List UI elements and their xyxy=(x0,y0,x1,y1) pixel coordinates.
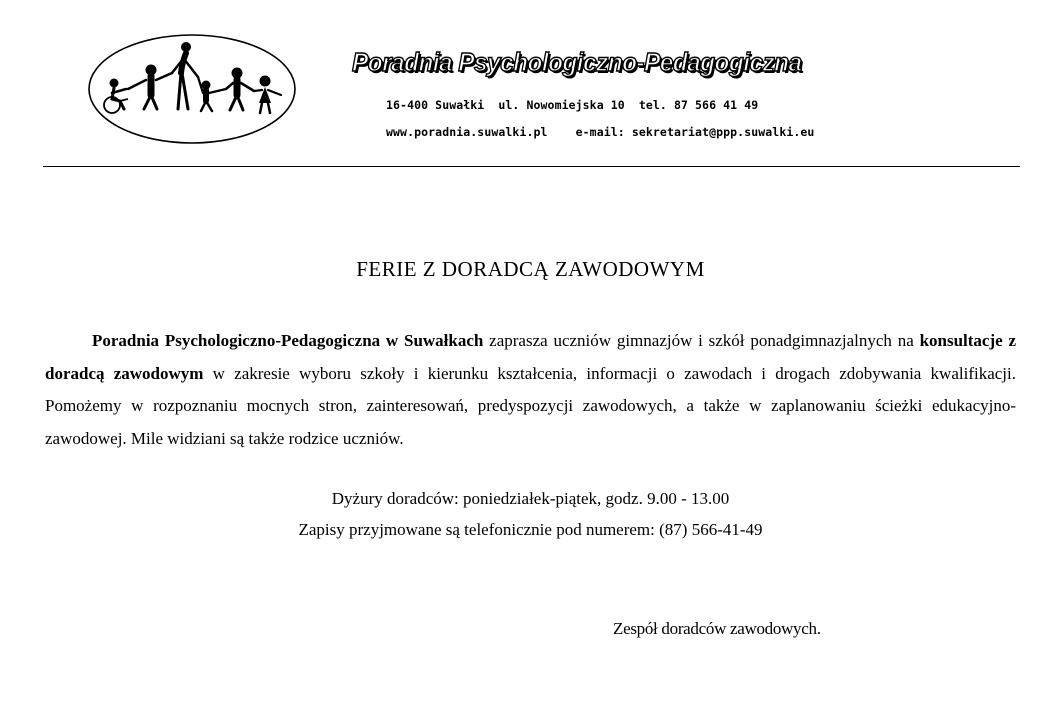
logo xyxy=(88,33,296,145)
header-title-block xyxy=(352,47,830,81)
family-figures-oval-logo-icon xyxy=(88,33,296,145)
consultation-bold: konsultacje z doradcą zawodowym xyxy=(45,331,1017,383)
document-heading: FERIE Z DORADCĄ ZAWODOWYM xyxy=(356,257,705,281)
institution-name-bold: Poradnia Psychologiczno-Pedagogiczna w Suwałkach xyxy=(92,331,484,350)
web-email-line: www.poradnia.suwalki.pl e-mail: sekretariat@ppp.suwalki.eu xyxy=(386,125,815,139)
header-divider xyxy=(43,166,1020,167)
body-paragraph xyxy=(45,325,1016,455)
paragraph-text-2: w zakresie wyboru szkoły i kierunku kształcenia, informacji o zawodach i drogach zdobywania kwalifikacji. Pomożemy w rozpoznaniu mocnych stron, zainteresowań, predyspozycji zawodowych, a także w zaplanowaniu ścieżki edukacyjno-zawodowej. Mile widziani są także rodzice uczniów. xyxy=(45,363,1016,448)
institution-title: Poradnia Psychologiczno-Pedagogiczna xyxy=(352,47,802,77)
office-hours: Dyżury doradców: poniedziałek-piątek, godz. 9.00 - 13.00 xyxy=(331,489,730,508)
paragraph-text-1: zaprasza uczniów gimnazjów i szkół ponadgimnazjalnych na xyxy=(483,331,920,350)
enrollment-info: Zapisy przyjmowane są telefonicznie pod numerem: (87) 566-41-49 xyxy=(298,520,763,539)
address-line: 16-400 Suwałki ul. Nowomiejska 10 tel. 87 566 41 49 xyxy=(386,98,759,112)
signature: Zespół doradców zawodowych. xyxy=(613,619,821,638)
